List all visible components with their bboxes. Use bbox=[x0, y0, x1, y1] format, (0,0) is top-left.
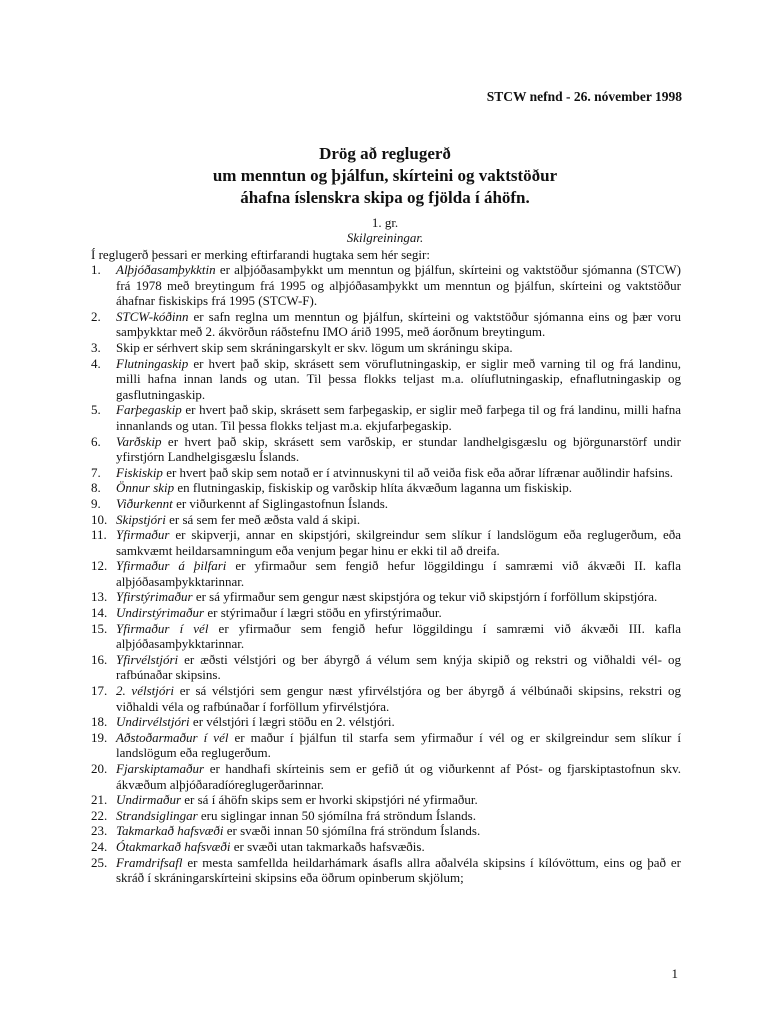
definition-body: en flutningaskip, fiskiskip og varðskip hlíta ákvæðum laganna um fiskiskip. bbox=[174, 480, 573, 496]
definition-term: Yfirmaður bbox=[116, 527, 170, 543]
definition-text bbox=[116, 309, 681, 340]
page-number: 1 bbox=[671, 966, 678, 981]
title-line-3: áhafna íslenskra skipa og fjölda í áhöfn. bbox=[240, 188, 530, 207]
definition-number: 23. bbox=[91, 823, 108, 839]
definition-number: 12. bbox=[91, 558, 108, 574]
definition-term: STCW-kóðinn bbox=[116, 308, 189, 324]
definition-text bbox=[116, 558, 681, 589]
intro-paragraph: Í reglugerð þessari er merking eftirfarandi hugtaka sem hér segir: bbox=[91, 247, 430, 262]
definition-text bbox=[116, 480, 681, 496]
definition-text bbox=[116, 262, 681, 309]
definition-term: 2. vélstjóri bbox=[116, 683, 175, 699]
definition-item bbox=[91, 402, 681, 433]
definition-term: Yfirmaður í vél bbox=[116, 620, 209, 636]
definition-term: Skipstjóri bbox=[116, 511, 166, 527]
definition-term: Farþegaskip bbox=[116, 402, 182, 418]
definition-text bbox=[116, 855, 681, 886]
definition-term: Yfirmaður á þilfari bbox=[116, 558, 227, 574]
definition-number: 22. bbox=[91, 807, 108, 823]
definition-number: 20. bbox=[91, 761, 108, 776]
definition-body: Skip er sérhvert skip sem skráningarskylt er skv. lögum um skráningu skipa. bbox=[116, 339, 513, 355]
definition-body: eru siglingar innan 50 sjómílna frá ströndum Íslands. bbox=[197, 807, 476, 823]
definition-text bbox=[116, 605, 681, 621]
definition-item bbox=[91, 512, 681, 528]
definition-item bbox=[91, 309, 681, 340]
definition-item bbox=[91, 262, 681, 309]
definition-term: Alþjóðasamþykktin bbox=[116, 262, 216, 277]
definition-text bbox=[116, 823, 681, 839]
article-heading: Skilgreiningar. bbox=[346, 230, 424, 245]
definition-term: Strandsiglingar bbox=[116, 807, 198, 823]
definition-item bbox=[91, 465, 681, 481]
definitions-list bbox=[91, 262, 681, 886]
definition-number: 3. bbox=[91, 339, 101, 355]
definition-item bbox=[91, 730, 681, 761]
definition-text bbox=[116, 730, 681, 761]
definition-body: er hvert það skip sem notað er í atvinnuskyni til að veiða fisk eða aðrar lífrænar auðlindir hafsins. bbox=[162, 464, 674, 480]
definition-body: er sá í áhöfn skips sem er hvorki skipstjóri né yfirmaður. bbox=[181, 792, 478, 808]
definition-body: er svæði innan 50 sjómílna frá ströndum Íslands. bbox=[223, 823, 481, 839]
definition-term: Önnur skip bbox=[116, 480, 175, 496]
definition-body: er viðurkennt af Siglingastofnun Íslands. bbox=[172, 495, 388, 511]
definition-body: er handhafi skírteinis sem er gefið út og viðurkennt af Póst- og fjarskiptastofnun skv. ákvæðum alþjóðaradíóreglugerðarinnar. bbox=[116, 761, 681, 792]
definition-term: Yfirvélstjóri bbox=[116, 651, 179, 667]
definition-body: er hvert það skip, skrásett sem farþegaskip, er siglir með farþega til og frá landinu, milli hafna innanlands og utan. Til þessa flokks teljast m.a. ekjufarþegaskip. bbox=[116, 402, 681, 433]
definition-term: Fjarskiptamaður bbox=[116, 761, 205, 776]
definition-text bbox=[116, 402, 681, 433]
definition-text bbox=[116, 356, 681, 403]
definition-number: 16. bbox=[91, 651, 108, 667]
definition-item bbox=[91, 761, 681, 792]
definition-term: Fiskiskip bbox=[116, 464, 163, 480]
definition-text bbox=[116, 340, 681, 356]
definition-body: er yfirmaður sem fengið hefur löggildingu í samræmi við ákvæði II. kafla alþjóðasamþykktarinnar. bbox=[116, 558, 682, 589]
definition-body: er yfirmaður sem fengið hefur löggildingu í samræmi við ákvæði III. kafla alþjóðasamþykktarinnar. bbox=[116, 620, 681, 652]
definition-body: er sá yfirmaður sem gengur næst skipstjóra og tekur við skipstjórn í forföllum skipstjóra. bbox=[192, 589, 658, 605]
article-header bbox=[0, 215, 770, 245]
definition-term: Undirmaður bbox=[116, 792, 182, 808]
definition-term: Viðurkennt bbox=[116, 495, 173, 511]
definition-term: Framdrifsafl bbox=[116, 854, 183, 870]
definition-body: er skipverji, annar en skipstjóri, skilgreindur sem slíkur í landslögum eða reglugerðum, eða samkvæmt heildarsamningum eða venjum þegar hinu er ekki til að dreifa. bbox=[116, 527, 681, 558]
definition-item bbox=[91, 340, 681, 356]
definition-number: 17. bbox=[91, 683, 108, 699]
definition-item bbox=[91, 434, 681, 465]
definition-item bbox=[91, 621, 681, 652]
definition-number: 2. bbox=[91, 308, 101, 324]
definition-text bbox=[116, 808, 681, 824]
definition-text bbox=[116, 589, 681, 605]
title-line-2: um menntun og þjálfun, skírteini og vaktstöður bbox=[212, 166, 558, 185]
definition-number: 5. bbox=[91, 402, 101, 418]
definition-term: Ótakmarkað hafsvæði bbox=[116, 838, 231, 854]
definition-text bbox=[116, 714, 681, 730]
definition-text bbox=[116, 621, 681, 652]
definition-text bbox=[116, 683, 681, 714]
definition-item bbox=[91, 558, 681, 589]
definition-text bbox=[116, 652, 681, 683]
definition-body: er æðsti vélstjóri og ber ábyrgð á vélum sem knýja skipið og rekstri og viðhaldi vél- og rafbúnaðar skipsins. bbox=[116, 651, 681, 683]
definition-text bbox=[116, 761, 681, 792]
definition-body: er stýrimaður í lægri stöðu en yfirstýrimaður. bbox=[204, 605, 442, 621]
definition-body: er alþjóðasamþykkt um menntun og þjálfun, skírteini og vaktstöður sjómanna (STCW) frá 1978 með breytingum frá 1995 og alþjóðasamþykkt um menntun og þjálfun, skírteini og vaktstöður áhafnar fiskiskips frá 1995 (STCW-F). bbox=[116, 262, 681, 309]
article-number: 1. gr. bbox=[371, 215, 399, 230]
definition-body: er maður í þjálfun til starfa sem yfirmaður í vél og er skilgreindur sem slíkur í landslögum eða reglugerðum. bbox=[116, 729, 682, 761]
definition-term: Yfirstýrimaður bbox=[116, 589, 193, 605]
committee-date-header: STCW nefnd - 26. nóvember 1998 bbox=[486, 89, 682, 104]
definition-item bbox=[91, 792, 681, 808]
definition-body: er hvert það skip, skrásett sem vöruflutningaskip, er siglir með varning til og frá landinu, milli hafna innan lands og utan. Til þessa flokks teljast m.a. olíuflutningaskip, efnaflutningaskip og gasflutningaskip. bbox=[116, 355, 681, 402]
definition-text bbox=[116, 434, 681, 465]
definition-item bbox=[91, 714, 681, 730]
definition-text bbox=[116, 465, 681, 481]
definition-number: 19. bbox=[91, 729, 108, 745]
definition-number: 4. bbox=[91, 355, 101, 371]
definition-item bbox=[91, 605, 681, 621]
definition-term: Flutningaskip bbox=[116, 355, 189, 371]
definition-number: 24. bbox=[91, 838, 108, 854]
definition-item bbox=[91, 683, 681, 714]
definition-item bbox=[91, 496, 681, 512]
definition-term: Aðstoðarmaður í vél bbox=[116, 729, 229, 745]
definition-item bbox=[91, 808, 681, 824]
definition-item bbox=[91, 839, 681, 855]
definition-text bbox=[116, 527, 681, 558]
definition-body: er mesta samfellda heildarhámark ásafls allra aðalvéla skipsins í kílóvöttum, eins og það er skráð í skráningarskírteini skipsins eða öðrum opinberum skjölum; bbox=[116, 854, 681, 886]
definition-body: er svæði utan takmarkaðs hafsvæðis. bbox=[230, 838, 425, 854]
definition-number: 9. bbox=[91, 495, 101, 511]
definition-number: 6. bbox=[91, 433, 101, 449]
definition-number: 18. bbox=[91, 714, 108, 730]
definition-term: Undirstýrimaður bbox=[116, 605, 205, 621]
definition-text bbox=[116, 839, 681, 855]
definition-number: 25. bbox=[91, 854, 108, 870]
definition-body: er vélstjóri í lægri stöðu en 2. vélstjóri. bbox=[189, 714, 395, 730]
definition-text bbox=[116, 496, 681, 512]
definition-item bbox=[91, 652, 681, 683]
definition-number: 8. bbox=[91, 480, 101, 496]
definition-number: 14. bbox=[91, 605, 108, 621]
definition-term: Takmarkað hafsvæði bbox=[116, 823, 224, 839]
definition-term: Undirvélstjóri bbox=[116, 714, 190, 730]
definition-text bbox=[116, 792, 681, 808]
definition-item bbox=[91, 527, 681, 558]
definition-number: 13. bbox=[91, 589, 108, 605]
definition-term: Varðskip bbox=[116, 433, 162, 449]
definition-item bbox=[91, 855, 681, 886]
definition-item bbox=[91, 356, 681, 403]
definition-body: er safn reglna um menntun og þjálfun, skírteini og vaktstöður sjómanna eins og þær voru samþykktar með 2. ákvörðun ráðstefnu IMO árið 1995, með áorðnum breytingum. bbox=[116, 308, 681, 340]
definition-body: er sá vélstjóri sem gengur næst yfirvélstjóra og ber ábyrgð á vélbúnaði skipsins, rekstri og viðhaldi véla og rafbúnaðar í forföllum yfirvélstjóra. bbox=[116, 683, 682, 714]
document-title bbox=[0, 143, 770, 209]
definition-number: 21. bbox=[91, 792, 108, 808]
definition-text bbox=[116, 512, 681, 528]
definition-number: 1. bbox=[91, 262, 101, 277]
definition-body: er hvert það skip, skrásett sem varðskip, er stundar landhelgisgæslu og björgunarstörf undir yfirstjórn Landhelgisgæslu Íslands. bbox=[116, 433, 681, 465]
definition-item bbox=[91, 589, 681, 605]
definition-body: er sá sem fer með æðsta vald á skipi. bbox=[165, 511, 361, 527]
definition-number: 11. bbox=[91, 527, 107, 543]
definition-item bbox=[91, 480, 681, 496]
definition-item bbox=[91, 823, 681, 839]
definition-number: 10. bbox=[91, 511, 108, 527]
definition-number: 15. bbox=[91, 620, 108, 636]
definition-number: 7. bbox=[91, 464, 101, 480]
title-line-1: Drög að reglugerð bbox=[319, 144, 451, 163]
